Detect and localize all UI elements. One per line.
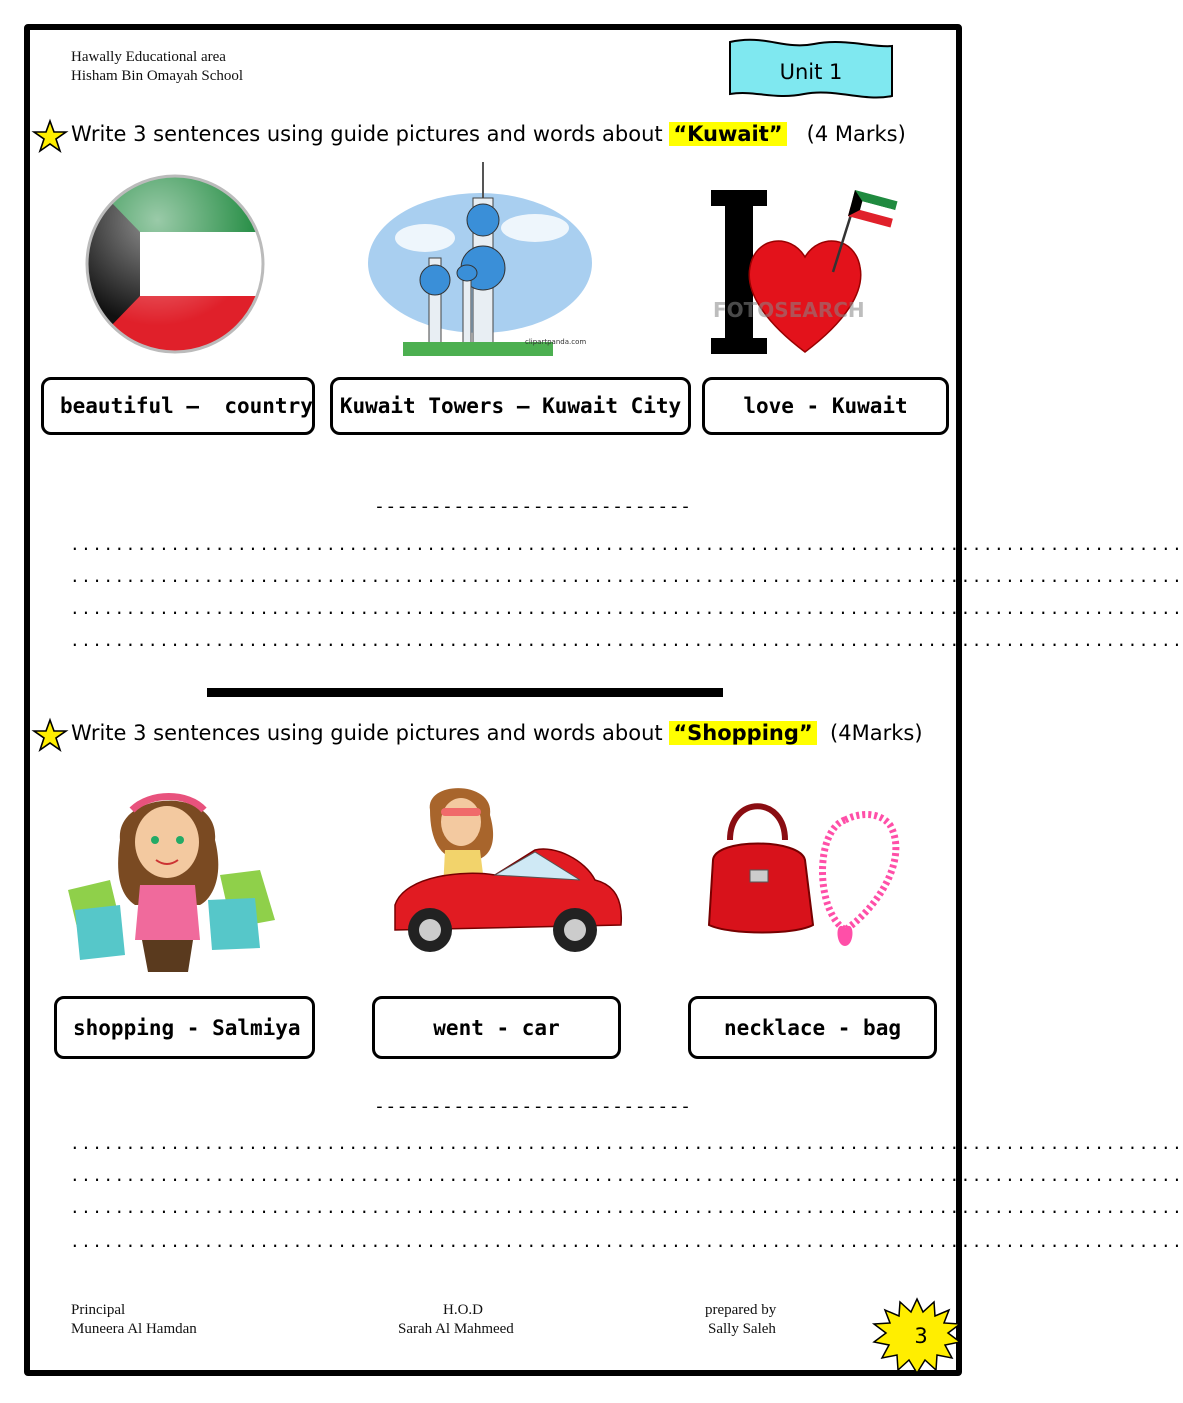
kuwait-towers-image bbox=[365, 158, 595, 358]
section2-title-line: ---------------------------- bbox=[374, 1096, 692, 1117]
kuwait-flag-image bbox=[80, 170, 270, 358]
watermark-label: FOTOSEARCH bbox=[713, 298, 865, 322]
answer-line-7[interactable]: .................................................................................................... bbox=[70, 1198, 1183, 1217]
answer-line-5[interactable]: .................................................................................................... bbox=[70, 1134, 1183, 1153]
section2-title bbox=[71, 721, 923, 745]
i-love-kuwait-image bbox=[705, 182, 905, 360]
prepared-by-title: prepared by bbox=[705, 1302, 777, 1318]
page-number: 3 bbox=[914, 1324, 928, 1348]
section1-topic: “Kuwait” bbox=[669, 122, 786, 146]
answer-line-1[interactable]: .................................................................................................... bbox=[70, 535, 1183, 554]
answer-line-4[interactable]: .................................................................................................... bbox=[70, 631, 1183, 650]
section2-marks: (4Marks) bbox=[830, 721, 923, 745]
bag-and-necklace-image bbox=[705, 800, 915, 956]
clip-credit-label: clipartpanda.com bbox=[525, 338, 587, 346]
answer-line-8[interactable]: .................................................................................................... bbox=[70, 1232, 1183, 1251]
section2-prefix: Write 3 sentences using guide pictures and words about bbox=[71, 721, 670, 745]
unit-label: Unit 1 bbox=[779, 60, 843, 84]
girl-in-car-image bbox=[385, 780, 625, 966]
word-box-necklace-bag: necklace - bag bbox=[688, 996, 937, 1059]
answer-line-3[interactable]: .................................................................................................... bbox=[70, 599, 1183, 618]
header-school: Hisham Bin Omayah School bbox=[71, 68, 244, 84]
answer-line-2[interactable]: .................................................................................................... bbox=[70, 567, 1183, 586]
section2-topic: “Shopping” bbox=[669, 721, 816, 745]
prepared-by-name: Sally Saleh bbox=[708, 1321, 776, 1337]
header-area: Hawally Educational area bbox=[71, 49, 226, 65]
section1-marks: (4 Marks) bbox=[806, 122, 906, 146]
star-icon bbox=[33, 120, 67, 152]
principal-title: Principal bbox=[71, 1302, 126, 1318]
word-box-shopping-salmiya: shopping - Salmiya bbox=[54, 996, 315, 1059]
hod-name: Sarah Al Mahmeed bbox=[398, 1321, 514, 1337]
shopping-girl-image bbox=[60, 780, 280, 976]
word-box-kuwait-towers: Kuwait Towers – Kuwait City bbox=[330, 377, 691, 435]
word-box-love-kuwait: love - Kuwait bbox=[702, 377, 949, 435]
section-separator bbox=[207, 688, 723, 697]
section1-title-line: ---------------------------- bbox=[374, 496, 692, 517]
star-icon bbox=[33, 719, 67, 751]
word-box-went-car: went - car bbox=[372, 996, 621, 1059]
section1-title bbox=[71, 122, 906, 146]
word-box-beautiful-country: beautiful – country bbox=[41, 377, 315, 435]
hod-title: H.O.D bbox=[443, 1302, 483, 1318]
principal-name: Muneera Al Hamdan bbox=[71, 1321, 197, 1337]
answer-line-6[interactable]: .................................................................................................... bbox=[70, 1166, 1183, 1185]
section1-prefix: Write 3 sentences using guide pictures and words about bbox=[71, 122, 670, 146]
